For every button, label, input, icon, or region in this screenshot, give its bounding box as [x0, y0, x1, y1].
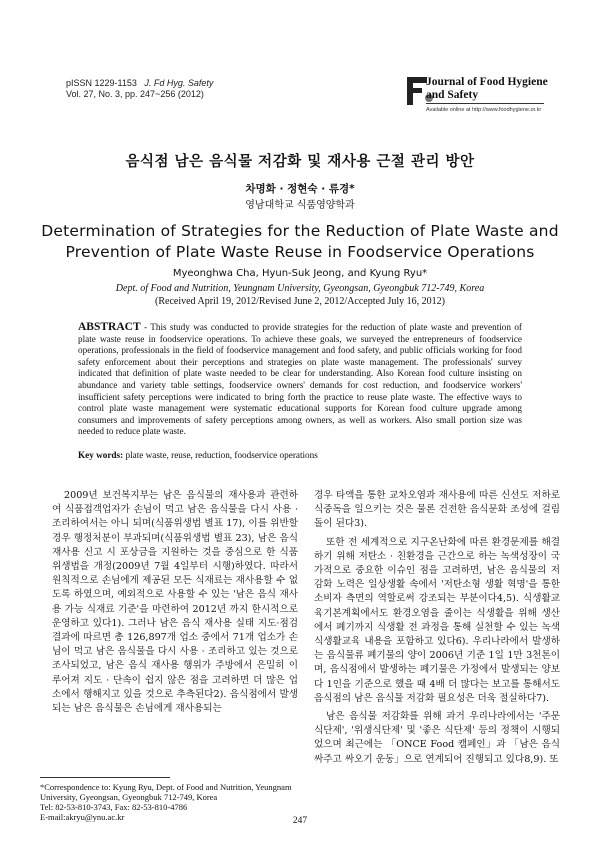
journal-abbrev: J. Fd Hyg. Safety [144, 78, 214, 88]
body-column-right [314, 489, 560, 767]
citation-meta [66, 78, 213, 100]
body-paragraph: 경우 타액을 통한 교차오염과 재사용에 따른 신선도 저하로 식중독을 일으키는 것은 물론 건전한 음식문화 조성에 걸림돌이 된다3). [314, 490, 560, 530]
page-number: 247 [292, 816, 308, 826]
article-dates: (Received April 19, 2012/Revised June 2, 2012/Accepted July 16, 2012) [155, 296, 445, 307]
keywords-text: plate waste, reuse, reduction, foodservice operations [123, 450, 318, 460]
keywords [78, 450, 522, 460]
body-column-left [52, 489, 298, 716]
volume-info: Vol. 27, No. 3, pp. 247~256 (2012) [66, 89, 204, 99]
body-paragraph: 또한 전 세계적으로 지구온난화에 따른 환경문제를 해결하기 위해 저탄소 · 친환경을 근간으로 하는 녹색성장이 국가적으로 중요한 이슈인 점을 고려하면, 남은 음식물의 저감화 노력은 일상생활 속에서 '저탄소형 생활 혁명'을 통한 소비자 측면의 역할로써 강조되는 부분이다4,5). 식생활교육기본계획에서도 환경오염을 줄이는 식생활을 위해 생산에서 폐기까지 식생활 전 과정을 통해 실천할 수 있는 녹색식생활교육 내용을 포함하고 있다6). 우리나라에서 발생하는 음식물류 폐기물의 양이 2006년 기준 1일 1만 3천톤이며, 음식점에서 발생하는 폐기물은 가정에서 발생되는 양보다 1인을 기준으로 했을 때 4배 더 많다는 보고를 통해서도 음식점의 남은 음식물 저감화 필요성은 더욱 절실하다7). [314, 536, 560, 704]
available-online: Available online at http://www.foodhygiene.or.kr [426, 107, 542, 113]
journal-name: Journal of Food Hygiene and Safety [426, 76, 548, 101]
affiliation-english: Dept. of Food and Nutrition, Yeungnam University, Gyeongsan, Gyeongbuk 712-749, Korea [115, 283, 485, 294]
footnote-divider [40, 777, 170, 778]
title-korean: 음식점 남은 음식물 저감화 및 재사용 근절 관리 방안 [125, 154, 475, 170]
title-english: Determination of Strategies for the Reduction of Plate Waste and Prevention of Plate Waste Reuse in Foodservice Operations [41, 222, 559, 261]
abstract [78, 322, 522, 438]
body-paragraph: 2009년 보건복지부는 남은 음식물의 재사용과 관련하여 식품접객업자가 손님이 먹고 남은 음식물을 다시 사용 · 조리하여서는 아니 되며(식품위생법 별표 17), 이를 위반할 경우 행정처분이 부과되며(식품위생법 별표 23), 남은 음식 재사용 신고 시 포상금을 지원하는 것을 중심으로 한 식품위생법을 개정(2009년 7월 4일부터 시행)하였다. 따라서 원칙적으로 손님에게 제공된 모든 식재료는 재사용할 수 없도록 하였으며, 예외적으로 사용할 수 있는 '남은 음식 재사용 가능 식재료 기준'을 마련하여 2012년 까지 한시적으로 운영하고 있다1). 그러나 남은 음식 재사용 실태 지도·점검 결과에 따르면 총 126,897개 업소 중에서 71개 업소가 손님이 먹고 남은 음식물을 다시 사용 · 조리하고 있는 것으로 조사되었고, 남은 음식 재사용 행위가 주방에서 은밀히 이루어져 지도 · 단속이 쉽지 않은 점을 고려하면 더 많은 업소에서 행해지고 있을 것으로 추측된다2). 음식점에서 발생되는 남은 음식물은 손님에게 재사용되는 [52, 490, 298, 715]
authors-korean: 차명화 · 정현숙 · 류경* [245, 183, 355, 195]
journal-divider [426, 103, 544, 104]
issn: pISSN 1229-1153 [66, 78, 137, 88]
affiliation-korean: 영남대학교 식품영양학과 [245, 200, 355, 211]
authors-english: Myeonghwa Cha, Hyun-Suk Jeong, and Kyung Ryu* [172, 268, 428, 279]
abstract-label: ABSTRACT [78, 321, 141, 333]
body-paragraph: 남은 음식물 저감화를 위해 과거 우리나라에서는 '주문식단제', '위생식단제' 및 '좋은 식단제' 등의 정책이 시행되었으며 최근에는 「ONCE Food 캠페인」과 「남은 음식 싸주고 싸오기 운동」으로 연계되어 진행되고 있다8,9). 또 [314, 711, 560, 765]
keywords-label: Key words: [78, 450, 124, 460]
abstract-text: - This study was conducted to provide strategies for the reduction of plate waste and prevention of plate waste reuse in foodservice operations. To achieve these goals, we surveyed the entrepreneurs of foodservice operations, professionals in the field of foodservice management and food safety, and public officials working for food safety enforcement about their perceptions and strategies on plate waste management. The professionals' survey indicated that definition of plate waste needed to be clear for understanding. Also Korean food culture insisting on abundance and variety table settings, foodservice owners' demands for cost reduction, and foodservice workers' insufficient safety perceptions were indicated to bring forth the practice to reuse plate waste. The effective ways to control plate waste management were systematic educational supports for Korean food culture upgrade among consumers and improvements of safety perceptions among owners, as well as workers. Also small portion size was needed to reduce plate waste. [78, 322, 522, 437]
correspondence-footnote: *Correspondence to: Kyung Ryu, Dept. of Food and Nutrition, Yeungnam University, Gyeongsan, Gyeongbuk 712-749, Korea Tel: 82-53-810-3743, Fax: 82-53-810-4786 E-mail:akryu@ynu.ac.kr [40, 782, 292, 822]
